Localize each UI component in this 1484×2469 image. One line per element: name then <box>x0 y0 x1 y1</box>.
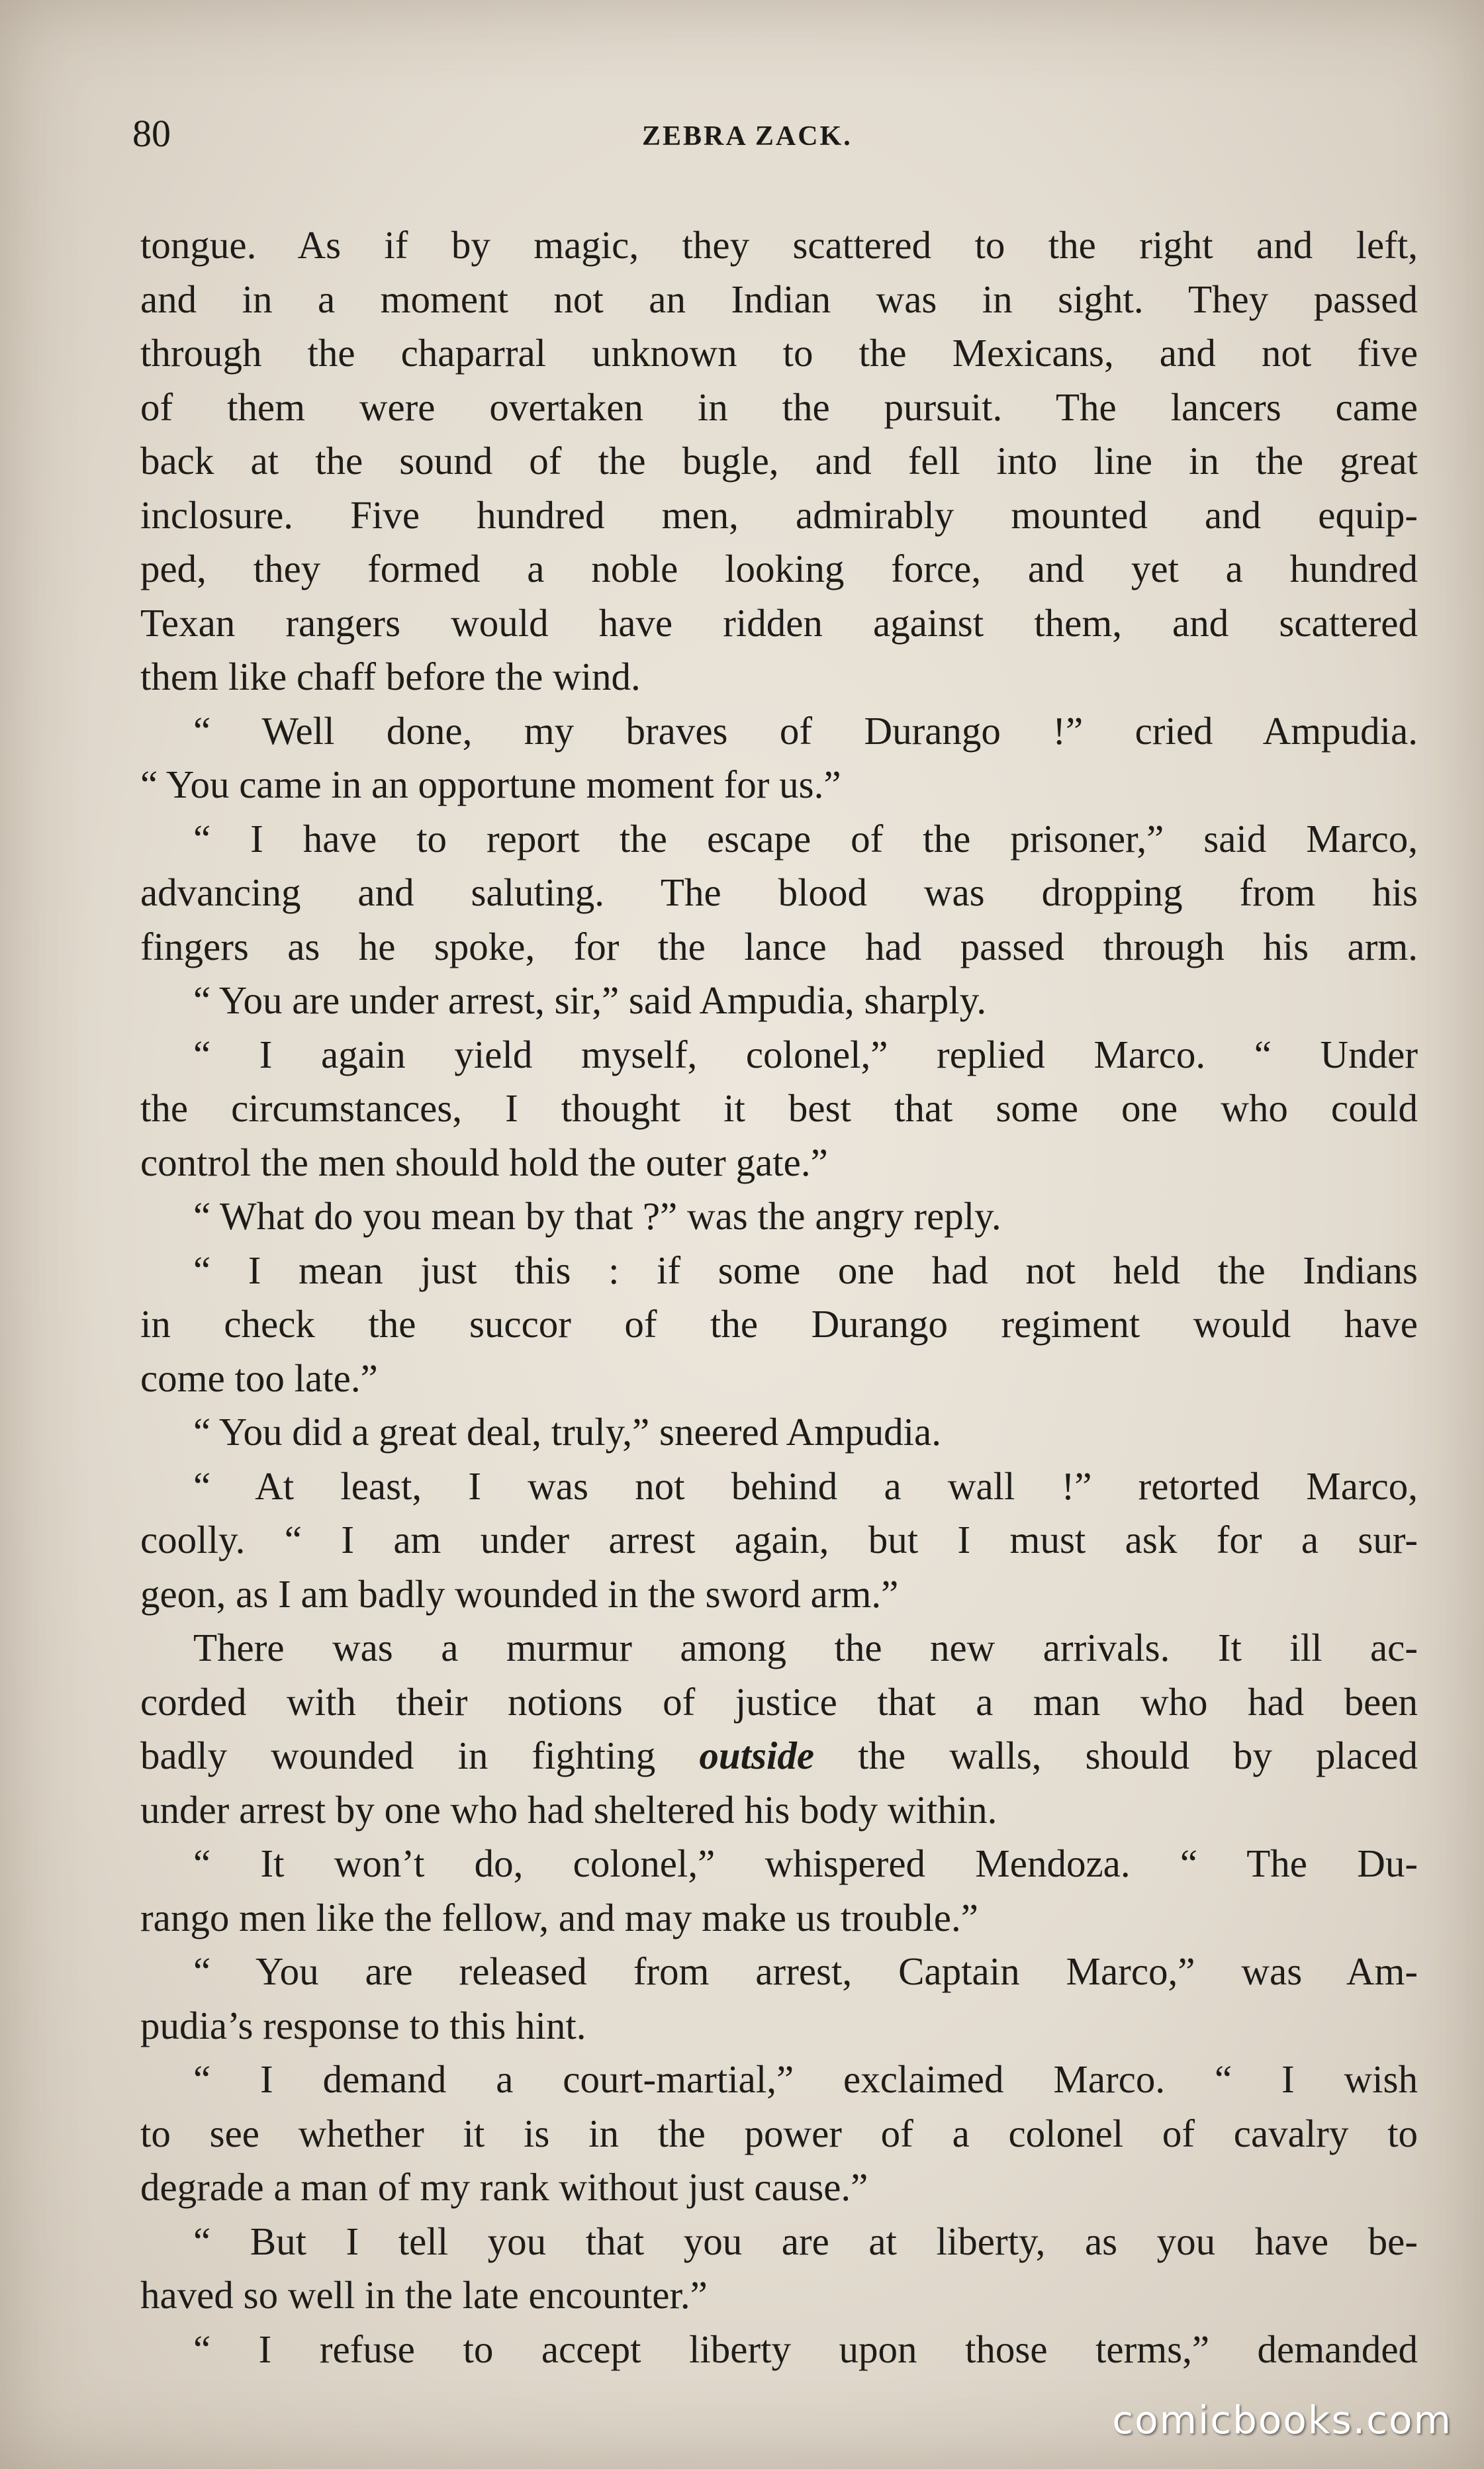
text-line: under arrest by one who had sheltered his body within. <box>140 1787 997 1832</box>
text-fragment: the walls, should by placed <box>814 1734 1418 1777</box>
text-line: degrade a man of my rank without just cause.” <box>140 2165 868 2209</box>
text-line: “ You did a great deal, truly,” sneered Ampudia. <box>193 1410 941 1454</box>
text-line: There was a murmur among the new arrivals. It ill ac- <box>193 1626 1418 1669</box>
text-line-with-italic <box>140 1729 1418 1783</box>
text-line: haved so well in the late encounter.” <box>140 2273 708 2317</box>
text-line: and in a moment not an Indian was in sight. They passed <box>140 277 1418 321</box>
text-line: “ But I tell you that you are at liberty, as you have be- <box>193 2219 1418 2263</box>
text-line: to see whether it is in the power of a colonel of cavalry to <box>140 2111 1418 2155</box>
text-line: inclosure. Five hundred men, admirably mounted and equip- <box>140 492 1418 537</box>
text-line: “ At least, I was not behind a wall !” retorted Marco, <box>193 1464 1418 1508</box>
text-line: “ You are released from arrest, Captain Marco,” was Am- <box>193 1949 1418 1993</box>
text-line: “ It won’t do, colonel,” whispered Mendoza. “ The Du- <box>193 1841 1418 1885</box>
text-line: Texan rangers would have ridden against them, and scattered <box>140 600 1418 645</box>
text-line: fingers as he spoke, for the lance had passed through his arm. <box>140 924 1418 968</box>
text-line: corded with their notions of justice that a man who had been <box>140 1679 1418 1724</box>
text-line: the circumstances, I thought it best that some one who could <box>140 1086 1418 1130</box>
page-header <box>132 111 1416 171</box>
text-line: ped, they formed a noble looking force, and yet a hundred <box>140 547 1418 590</box>
text-line: geon, as I am badly wounded in the sword arm.” <box>140 1571 899 1616</box>
text-line: pudia’s response to this hint. <box>140 2003 586 2047</box>
text-line: “ What do you mean by that ?” was the angry reply. <box>193 1194 1001 1238</box>
text-line: control the men should hold the outer gate.” <box>140 1140 828 1184</box>
text-line: “ I demand a court-martial,” exclaimed Marco. “ I wish <box>193 2057 1418 2101</box>
text-fragment: badly wounded in fighting <box>140 1734 656 1777</box>
text-line: of them were overtaken in the pursuit. The lancers came <box>140 385 1418 429</box>
text-line: “ I again yield myself, colonel,” replied Marco. “ Under <box>193 1032 1418 1076</box>
body-text <box>140 218 1418 2376</box>
text-line: “ Well done, my braves of Durango !” cried Ampudia. <box>193 708 1418 753</box>
text-line: “ I mean just this : if some one had not held the Indians <box>193 1248 1418 1292</box>
text-line: “ You are under arrest, sir,” said Ampudia, sharply. <box>193 978 987 1022</box>
text-line: rango men like the fellow, and may make us trouble.” <box>140 1895 978 1939</box>
text-line: them like chaff before the wind. <box>140 655 641 698</box>
text-line: “ I refuse to accept liberty upon those terms,” demanded <box>193 2327 1418 2371</box>
text-line: “ You came in an opportune moment for us.” <box>140 763 841 806</box>
running-title: ZEBRA ZACK. <box>642 121 853 152</box>
text-line: in check the succor of the Durango regiment would have <box>140 1302 1418 1346</box>
text-line: through the chaparral unknown to the Mexicans, and not five <box>140 331 1418 375</box>
text-line: coolly. “ I am under arrest again, but I must ask for a sur- <box>140 1518 1418 1561</box>
text-line: back at the sound of the bugle, and fell into line in the great <box>140 439 1418 483</box>
text-line: tongue. As if by magic, they scattered to the right and left, <box>140 223 1418 267</box>
italic-word: outside <box>699 1734 815 1777</box>
text-line: advancing and saluting. The blood was dropping from his <box>140 870 1418 914</box>
text-line: “ I have to report the escape of the prisoner,” said Marco, <box>193 816 1418 861</box>
text-line: come too late.” <box>140 1356 378 1400</box>
page-number: 80 <box>132 112 171 155</box>
site-watermark: comicbooks.com <box>1112 2398 1452 2443</box>
